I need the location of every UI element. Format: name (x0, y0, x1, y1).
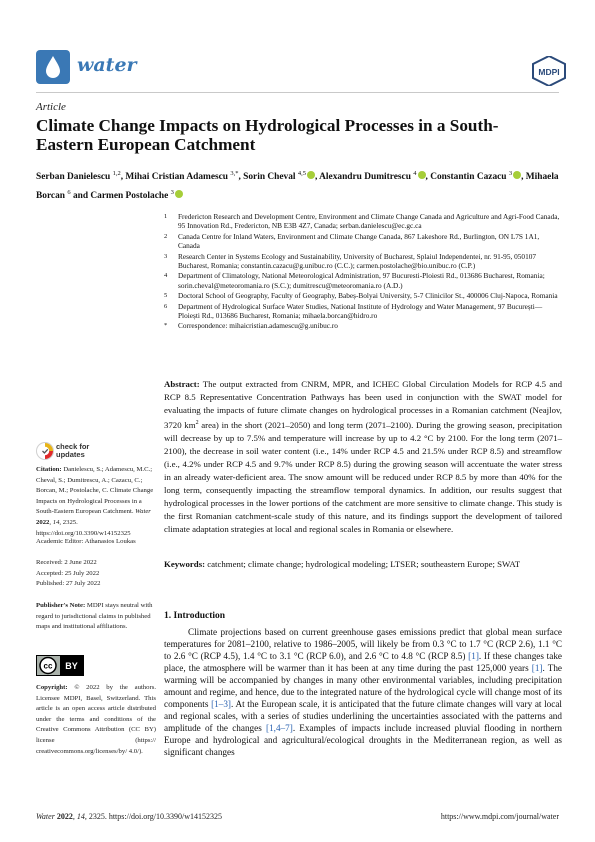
citation-block (36, 465, 156, 539)
date-published: Published: 27 July 2022 (36, 580, 101, 588)
citation-doi[interactable]: , 2325. https://doi.org/10.3390/w14152325 (36, 518, 131, 537)
author-list (36, 166, 561, 204)
intro-text-5: . Examples of impacts include increased pluvial flooding in northern Europe and hydrological and agricultural/ecological droughts in the Mediterranean region, as well as significant changes (164, 723, 563, 758)
affiliation-number: 1 (164, 213, 168, 220)
academic-editor: Academic Editor: Athanasios Loukas (36, 538, 136, 545)
check-updates-icon (36, 442, 54, 460)
abstract-sup: 2 (195, 420, 199, 427)
introduction-paragraph (164, 626, 562, 759)
affiliation-number: 2 (164, 232, 168, 240)
intro-text-1: Climate projections based on current greenhouse gases emissions predict that global mean surface temperatures for 2081–2100, relative to 1986–2005, will likely be from 0.3 °C to 1.7 °C (RCP 2.6), 1.1 °C to 2.6 °C (RCP 4.5), 1.4 °C to 3.1 °C (RCP 6.0), and 2.6 °C to 4.8 °C (RCP 8.5) (164, 627, 562, 662)
author-affiliation-marker: 1,2 (112, 170, 121, 177)
author-affiliation-marker: 3 (508, 170, 513, 177)
copyright-text: © 2022 by the authors. Licensee MDPI, Basel, Switzerland. This article is an open access article distributed under the terms and conditions of the Creative Commons Attribution (CC BY) license (https:// creativecommons.org/licenses/by/ 4.0/). (36, 684, 156, 755)
reference-link[interactable]: [1–3] (211, 699, 231, 710)
journal-name: water (77, 54, 137, 76)
cc-by-license-icon[interactable] (36, 655, 84, 676)
copyright-label: Copyright: (36, 684, 68, 691)
affiliation-number: * (164, 322, 168, 330)
paper-title: Climate Change Impacts on Hydrological Processes in a South-Eastern European Catchment (36, 116, 499, 154)
footer-citation (36, 812, 222, 821)
check-updates-line1: check for (56, 442, 90, 451)
citation-volume: , 14 (49, 518, 60, 526)
abstract-label: Abstract: (164, 379, 200, 389)
orcid-icon[interactable] (307, 171, 315, 179)
citation-text: Danielescu, S.; Adamescu, M.C.; Cheval, S.; Dumitrescu, A.; Cazacu, C.; Borcan, M.; Postolache, C. Climate Change Impacts on Hydrological Processes in a South-Eastern European Catchment. (36, 466, 154, 516)
author-separator: and (70, 191, 91, 202)
publication-dates (36, 558, 156, 590)
affiliation-text: Department of Climatology, National Meteorological Administration, 97 Bucuresti-Ploiesti Rd., 013686 Bucharest, Romania; sorin.cheval@meteoromania.ro (S.C.); dumitrescu@meteoromania.ro (A.D.) (178, 271, 545, 290)
affiliation-text: Department of Hydrological Surface Water Studies, National Institute of Hydrology and Water Management, 97 București—Ploiești Rd., 013686 Bucharest, Romania; mihaela.borcan@hidro.ro (178, 301, 543, 321)
affiliation-item (164, 232, 562, 251)
affiliation-number: 4 (164, 272, 168, 280)
section-heading-introduction: 1. Introduction (164, 611, 226, 621)
affiliation-text: Canada Centre for Inland Waters, Environment and Climate Change Canada, 867 Lakeshore Rd., Burlington, ON L7S 1A1, Canada (178, 231, 540, 251)
date-received: Received: 2 June 2022 (36, 559, 97, 566)
keywords (164, 558, 562, 570)
affiliation-number: 6 (164, 302, 168, 310)
affiliation-number: 3 (164, 252, 168, 260)
water-logo-icon (36, 50, 70, 84)
orcid-icon[interactable] (418, 171, 426, 179)
affiliation-item (164, 321, 562, 330)
footer-doi[interactable]: , 2325. https://doi.org/10.3390/w14152325 (84, 812, 223, 821)
citation-label: Citation: (36, 466, 62, 473)
affiliation-text: Fredericton Research and Development Centre, Environment and Climate Change Canada and Agriculture and Agri-Food Canada, 95 Innovation Rd., Fredericton, NB E3B 4Z7, Canada; serban.danielescu@ec.gc.ca (178, 212, 560, 231)
author-affiliation-marker: 4 (413, 170, 417, 177)
author-name: Alexandru Dumitrescu (319, 172, 411, 183)
publisher-note-text: MDPI stays neutral with regard to jurisdictional claims in published maps and institutional affiliations. (36, 602, 153, 631)
footer-volume: , 14 (72, 812, 85, 821)
publisher-note (36, 601, 156, 633)
intro-text-4: . At the European scale, it is anticipated that the future climate changes will vary at local and regional scales, with a series of studies underlining the uncertainties associated with the patterns and amplitude of the changes (164, 699, 562, 734)
author-name: Carmen Postolache (90, 191, 169, 202)
author-affiliation-marker: 6 (67, 189, 71, 197)
affiliation-number: 5 (164, 292, 168, 300)
publisher-name: MDPI (538, 67, 560, 77)
keywords-label: Keywords: (164, 559, 206, 569)
reference-link[interactable]: [1] (468, 651, 479, 662)
citation-journal: Water (135, 508, 151, 516)
author-affiliation-marker: 3,* (230, 170, 239, 177)
abstract (164, 378, 562, 536)
affiliation-item (164, 291, 562, 300)
orcid-icon[interactable] (513, 171, 521, 179)
author-separator: , (425, 172, 431, 183)
date-accepted: Accepted: 25 July 2022 (36, 569, 100, 577)
check-for-updates-badge[interactable] (36, 442, 96, 462)
intro-text-3: . The warming will be accompanied by changes in many other environmental variables, including precipitation amount and regime, and hence, due to the integrated nature of the hydrological cycle will change most of its components (164, 663, 562, 710)
footer-year: 2022 (54, 812, 73, 821)
author-name: Mihai Cristian Adamescu (125, 172, 228, 183)
keywords-text: catchment; climate change; hydrological modeling; LTSER; southeastern Europe; SWAT (205, 559, 521, 569)
author-name: Serban Danielescu (36, 172, 111, 183)
author-name: Sorin Cheval (243, 172, 296, 183)
author-separator: , (120, 172, 126, 183)
abstract-text-2: area) in the short (2021–2050) and long term (2071–2100). During the growing season, precipitation will decrease by up to 7.5% and temperature will increase by up to 4.2 °C by 2100. For the long term (2071–2100), the decrease in soil water content (i.e., 14% under RCP 4.5 and 21.5% under RCP 8.5) and streamflow (i.e., 4.2% under RCP 4.5 and 9.7% under RCP 8.5) during the growing season will accentuate the water stress in an already water-deficient area. The snow amount will be reduced under RCP 8.5 by more than 40% for the long term, consequently impacting the streamflow temporal dynamics. In addition, our results suggest that hydrological processes in the lower portions of the catchment are more sensitive to climate change. This study is the first Romanian catchment-scale study of this nature, and its findings support the development of tailored climate adaptation strategies at local and regional scales in Romania or elsewhere. (164, 420, 562, 535)
author-separator: , (314, 172, 320, 183)
reference-link[interactable]: [1,4–7] (266, 723, 293, 734)
author-affiliation-marker: 4,5 (297, 170, 306, 177)
check-updates-line2: updates (56, 450, 85, 459)
publisher-note-label: Publisher's Note: (36, 602, 86, 609)
author-name: Constantin Cazacu (430, 172, 507, 183)
affiliation-text: Research Center in Systems Ecology and Sustainability, University of Bucharest, Splaiul Independentei, nr. 91-95, 050107 Bucharest, Romania; constantin.cazacu@g.unibuc.ro (C.C.); carmen.postolache@bio.unibuc.ro (C.P.) (178, 251, 537, 271)
affiliation-text: Correspondence: mihaicristian.adamescu@g.unibuc.ro (178, 321, 338, 331)
abstract-text-1: The output extracted from CNRM, MPR, and ICHEC Global Circulation Models for RCP 4.5 and RCP 8.5 Representative Concentration Pathways has been used in conjunction with the SWAT model for evaluating the impacts of future climate changes on hydrological processes in a Romanian catchment (Neajlov, 3720 km (164, 379, 562, 431)
author-separator: , (521, 172, 526, 183)
orcid-icon[interactable] (175, 190, 183, 198)
affiliation-item (164, 252, 562, 271)
author-name: Mihaela Borcan (36, 172, 559, 202)
mdpi-logo-icon (532, 56, 566, 86)
copyright-notice (36, 683, 156, 757)
affiliation-item (164, 271, 562, 290)
affiliation-item (164, 212, 562, 231)
reference-link[interactable]: [1] (531, 663, 543, 674)
intro-text-2: . If these changes take place, the atmosphere will be warmer than it has been at any time during the past 125,000 years (164, 651, 562, 674)
footer-journal: Water (36, 812, 55, 821)
article-type: Article (36, 101, 66, 113)
affiliation-text: Doctoral School of Geography, Faculty of Geography, Babeș-Bolyai University, 5-7 Clinicilor St., 400006 Cluj-Napoca, Romania (178, 291, 558, 301)
header-divider (36, 92, 559, 93)
author-affiliation-marker: 3 (170, 189, 174, 197)
cc-badge-left: cc (43, 661, 53, 671)
affiliation-item (164, 302, 562, 321)
author-separator: , (238, 172, 244, 183)
footer-journal-url[interactable]: https://www.mdpi.com/journal/water (440, 812, 559, 821)
journal-header (36, 50, 566, 86)
cc-badge-right: BY (65, 661, 78, 671)
check-updates-text (56, 443, 89, 459)
affiliations (164, 212, 562, 332)
citation-year: 2022 (36, 518, 50, 526)
